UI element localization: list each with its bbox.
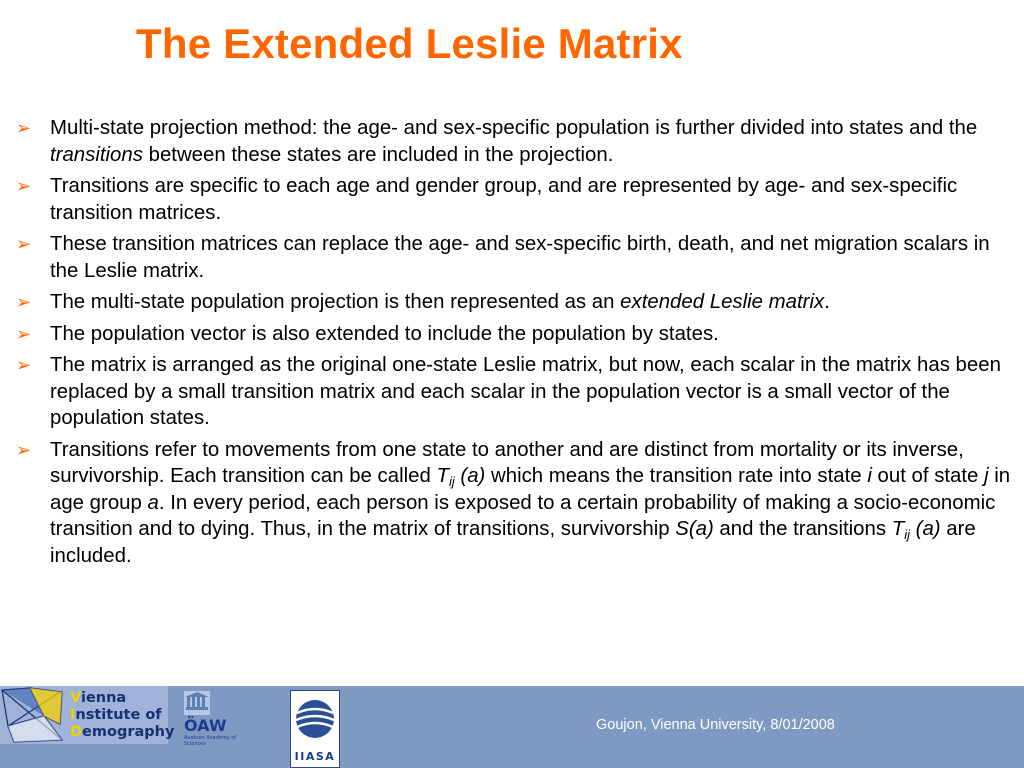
math-symbol: T xyxy=(891,518,905,540)
math-symbol: T xyxy=(436,465,449,487)
arrow-bullet-icon: ➢ xyxy=(16,292,32,312)
bullet-list xyxy=(16,115,1016,574)
bullet-item xyxy=(16,437,1016,570)
iiasa-logo-text: IIASA xyxy=(294,750,336,763)
bullet-text: The matrix is arranged as the original one-state Leslie matrix, but now, each scalar in the matrix has been replaced by a small transition matrix and each scalar in the population vector is a small vector of the population states. xyxy=(50,354,1001,429)
bullet-text: in age group xyxy=(50,465,1011,514)
math-symbol: i xyxy=(867,465,872,487)
math-subscript: ij xyxy=(448,474,455,489)
bullet-item xyxy=(16,231,1016,284)
vienna-institute-logo-text: Vienna Institute of Demography xyxy=(70,690,175,740)
arrow-bullet-icon: ➢ xyxy=(16,439,32,460)
arrow-bullet-icon: ➢ xyxy=(16,176,32,196)
math-symbol: (a) xyxy=(454,465,486,487)
page-title: The Extended Leslie Matrix xyxy=(136,20,683,67)
bullet-emphasis: extended Leslie matrix xyxy=(620,291,825,313)
oaw-logo-text: ÖAW xyxy=(184,716,227,735)
bullet-text: . In every period, each person is exposed to a certain probability of making a socio-economic transition and to dying. Thus, in the matrix of transitions, survivorship xyxy=(50,491,996,540)
bullet-item xyxy=(16,321,1016,348)
math-symbol: (a) xyxy=(909,518,941,540)
math-symbol: j xyxy=(984,465,989,487)
bullet-text: The population vector is also extended to include the population by states. xyxy=(50,322,719,345)
footer-bar xyxy=(0,686,1024,768)
bullet-text: The multi-state population projection is then represented as an xyxy=(50,291,621,313)
bullet-item xyxy=(16,289,1016,316)
arrow-bullet-icon: ➢ xyxy=(16,234,32,254)
bullet-item xyxy=(16,352,1016,432)
footer-credit: Goujon, Vienna University, 8/01/2008 xyxy=(596,717,835,733)
arrow-bullet-icon: ➢ xyxy=(16,355,32,375)
math-subscript: ij xyxy=(904,527,910,542)
arrow-bullet-icon: ➢ xyxy=(16,323,32,344)
math-symbol: a xyxy=(147,491,159,514)
bullet-text: Multi-state projection method: the age- and sex-specific population is further divided into states and the xyxy=(50,117,978,139)
bullet-text: which means the transition rate into state xyxy=(485,465,868,487)
bullet-emphasis: transitions xyxy=(50,143,143,166)
bullet-text: Transitions refer to movements from one state to another and are distinct from mortality or its inverse, survivorship. Each transition can be called xyxy=(50,438,964,487)
bullet-text: out of state xyxy=(871,465,985,487)
bullet-text: between these states are included in the projection. xyxy=(142,143,614,166)
math-symbol: S(a) xyxy=(675,518,714,540)
bullet-item xyxy=(16,115,1016,168)
bullet-text: These transition matrices can replace the age- and sex-specific birth, death, and net migration scalars in the Leslie matrix. xyxy=(50,233,990,282)
arrow-bullet-icon: ➢ xyxy=(16,118,32,138)
bullet-item xyxy=(16,173,1016,226)
bullet-text: and the transitions xyxy=(713,518,892,540)
oaw-logo-subtext: Austrian Academy of Sciences xyxy=(184,735,237,747)
bullet-text: . xyxy=(824,291,830,313)
bullet-text: are included. xyxy=(50,518,976,567)
bullet-text: Transitions are specific to each age and gender group, and are represented by age- and sex-specific transition matrices. xyxy=(50,175,958,224)
iiasa-globe-icon xyxy=(291,691,339,749)
